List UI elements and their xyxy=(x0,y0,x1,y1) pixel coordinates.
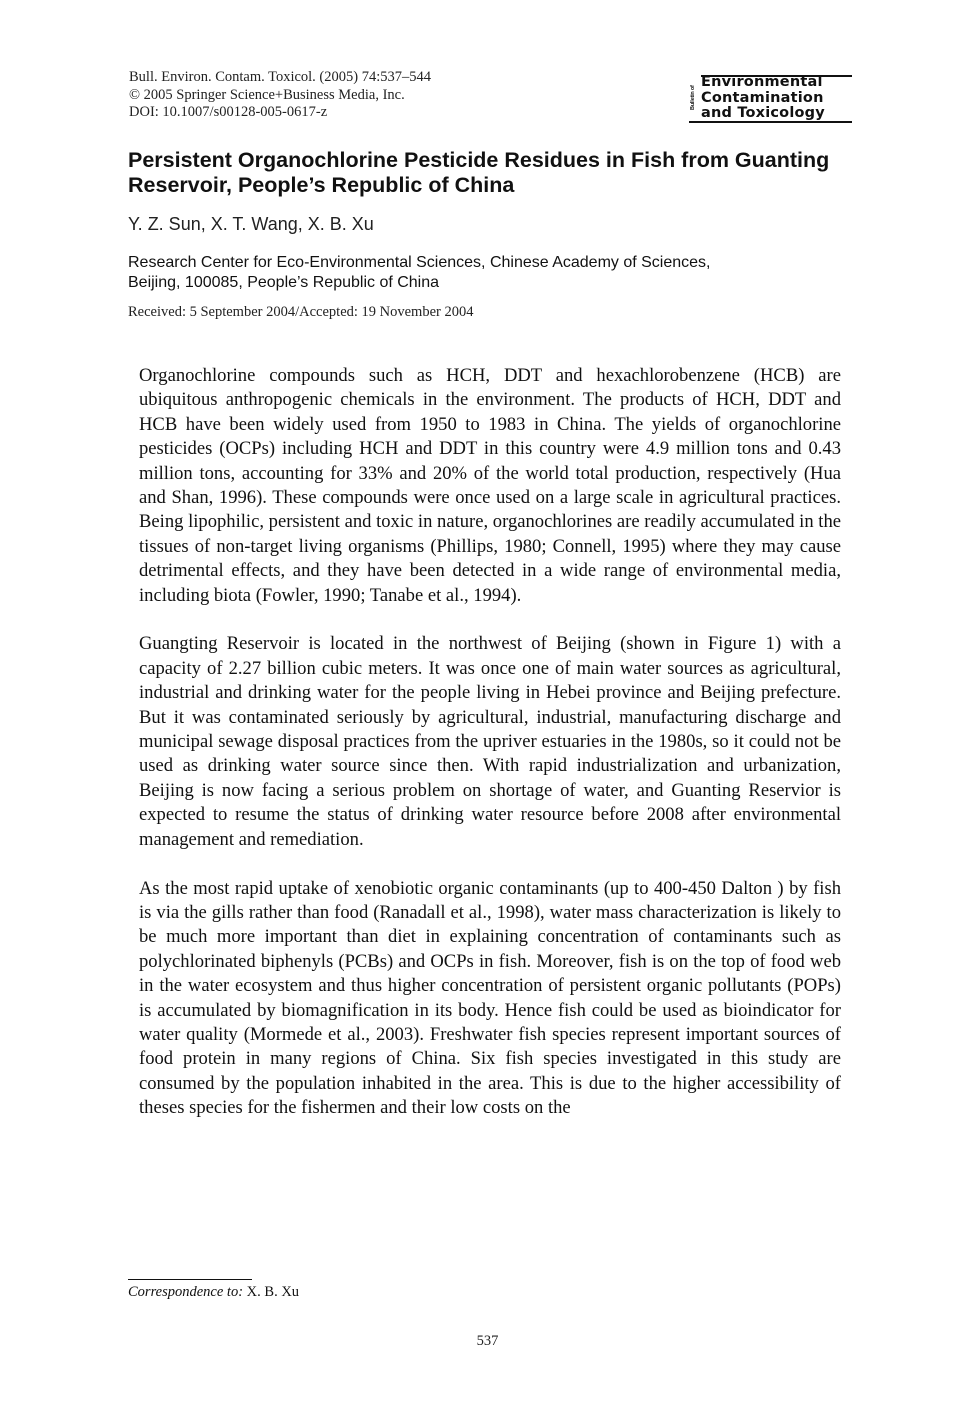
logo-text xyxy=(701,75,852,122)
body-paragraph-2: Guangting Reservoir is located in the northwest of Beijing (shown in Figure 1) with a capacity of 2.27 billion cubic meters. It was once one of main water sources as agricultural, industrial and drinking water for the people living in Hebei province and Beijing prefecture. But it was contaminated seriously by agricultural, industrial, manufacturing discharge and municipal sewage disposal practices from the upriver estuaries in the 1980s, so it could not be used as drinking water source since then. With rapid industrialization and urbanization, Beijing is now facing a serious problem on shortage of water, and Guanting Reservior is expected to resume the status of drinking water resource before 2008 after environmental management and remediation. xyxy=(139,633,841,850)
affiliation-line: Beijing, 100085, People’s Republic of China xyxy=(128,273,440,291)
article-title: Persistent Organochlorine Pesticide Residues in Fish from Guanting Reservoir, People’s Republic of China xyxy=(128,148,830,197)
correspondence-label: Correspondence to: xyxy=(128,1284,244,1300)
logo-line-toxicology: and Toxicology xyxy=(701,105,825,121)
page-number: 537 xyxy=(476,1333,499,1349)
citation-line-copyright: © 2005 Springer Science+Business Media, Inc. xyxy=(129,86,405,103)
logo-bulletin-text: Bulletin of xyxy=(690,85,696,111)
journal-logo xyxy=(689,75,852,123)
article-body xyxy=(139,364,841,1145)
logo-rule-bottom xyxy=(689,121,852,123)
body-paragraph-1: Organochlorine compounds such as HCH, DDT and hexachlorobenzene (HCB) are ubiquitous anthropogenic chemicals in the environment. The products of HCH, DDT and HCB have been widely used from 1950 to 1983 in China. The yields of organochlorine pesticides (OCPs) including HCH and DDT in this country were 4.9 million tons and 0.43 million tons, accounting for 33% and 20% of the world total production, respectively (Hua and Shan, 1996). These compounds were once used on a large scale in agricultural practices. Being lipophilic, persistent and toxic in nature, organochlorines are readily accumulated in the tissues of non-target living organisms (Phillips, 1980; Connell, 1995) where they may cause detrimental effects, and they have been detected in a wide range of environmental media, including biota (Fowler, 1990; Tanabe et al., 1994). xyxy=(139,365,841,606)
footnote-rule xyxy=(128,1279,252,1280)
body-paragraph-3: As the most rapid uptake of xenobiotic organic contaminants (up to 400-450 Dalton ) by fish is via the gills rather than food (Ranadall et al., 1998), water mass characterization is likely to be much more important than diet in explaining concentration of contaminants such as polychlorinated biphenyls (PCBs) and OCPs in fish. Moreover, fish is on the top of food web in the water ecosystem and thus higher concentration of persistent organic pollutants (POPs) is accumulated by biomagnification in its body. Hence fish could be used as bioindicator for water quality (Mormede et al., 2003). Freshwater fish species represent important sources of food protein in many regions of China. Six fish species investigated in this study are consumed by the population inhabited in the area. This is due to the higher accessibility of theses species for the fishermen and their low costs on the xyxy=(139,877,841,1119)
article-dates: Received: 5 September 2004/Accepted: 19 November 2004 xyxy=(128,304,474,320)
correspondence-footnote xyxy=(128,1283,628,1301)
logo-line-contamination: Contamination xyxy=(701,89,824,106)
article-authors: Y. Z. Sun, X. T. Wang, X. B. Xu xyxy=(128,214,374,234)
correspondence-name: X. B. Xu xyxy=(246,1284,300,1300)
citation-line-journal: Bull. Environ. Contam. Toxicol. (2005) 74:537–544 xyxy=(129,69,431,85)
logo-line-environmental: Environmental xyxy=(701,74,823,90)
citation-line-doi: DOI: 10.1007/s00128-005-0617-z xyxy=(129,104,328,120)
citation-block xyxy=(129,69,649,122)
affiliation-line: Research Center for Eco-Environmental Sciences, Chinese Academy of Sciences, xyxy=(128,254,711,271)
article-affiliation xyxy=(128,253,868,292)
